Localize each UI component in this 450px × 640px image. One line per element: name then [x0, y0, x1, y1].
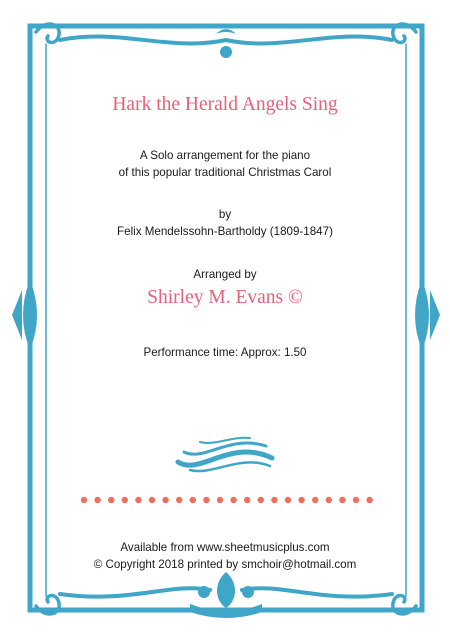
- divider-dot: [203, 497, 209, 503]
- divider-dot: [258, 497, 264, 503]
- divider-dot: [81, 497, 87, 503]
- score-title: Hark the Herald Angels Sing: [112, 94, 338, 115]
- divider-dot: [135, 497, 141, 503]
- arranged-by-label: Arranged by: [193, 268, 257, 281]
- divider-dot: [190, 497, 196, 503]
- subtitle-line-1: A Solo arrangement for the piano: [139, 149, 311, 162]
- divider-dot: [339, 497, 345, 503]
- composer-credit: Felix Mendelssohn-Bartholdy (1809-1847): [117, 225, 333, 238]
- subtitle-line-2: of this popular traditional Christmas Carol: [118, 166, 332, 179]
- divider-dot: [122, 497, 128, 503]
- divider-dot: [312, 497, 318, 503]
- divider-dot: [149, 497, 155, 503]
- performance-time: Performance time: Approx: 1.50: [143, 346, 307, 359]
- divider-dot: [353, 497, 359, 503]
- divider-dot: [162, 497, 168, 503]
- by-label: by: [218, 208, 232, 221]
- divider-dot: [366, 497, 372, 503]
- copyright-note: © Copyright 2018 printed by smchoir@hotmail.com: [93, 558, 357, 571]
- divider-dot: [244, 497, 250, 503]
- arranger-name: Shirley M. Evans ©: [147, 287, 303, 308]
- divider-dot: [285, 497, 291, 503]
- dotted-divider-icon: [80, 492, 380, 508]
- wave-icon: [170, 432, 280, 476]
- divider-dot: [108, 497, 114, 503]
- divider-dot: [326, 497, 332, 503]
- divider-dot: [176, 497, 182, 503]
- divider-dot: [217, 497, 223, 503]
- divider-dot: [271, 497, 277, 503]
- availability-note: Available from www.sheetmusicplus.com: [120, 541, 330, 554]
- divider-dot: [94, 497, 100, 503]
- divider-dot: [298, 497, 304, 503]
- divider-dot: [230, 497, 236, 503]
